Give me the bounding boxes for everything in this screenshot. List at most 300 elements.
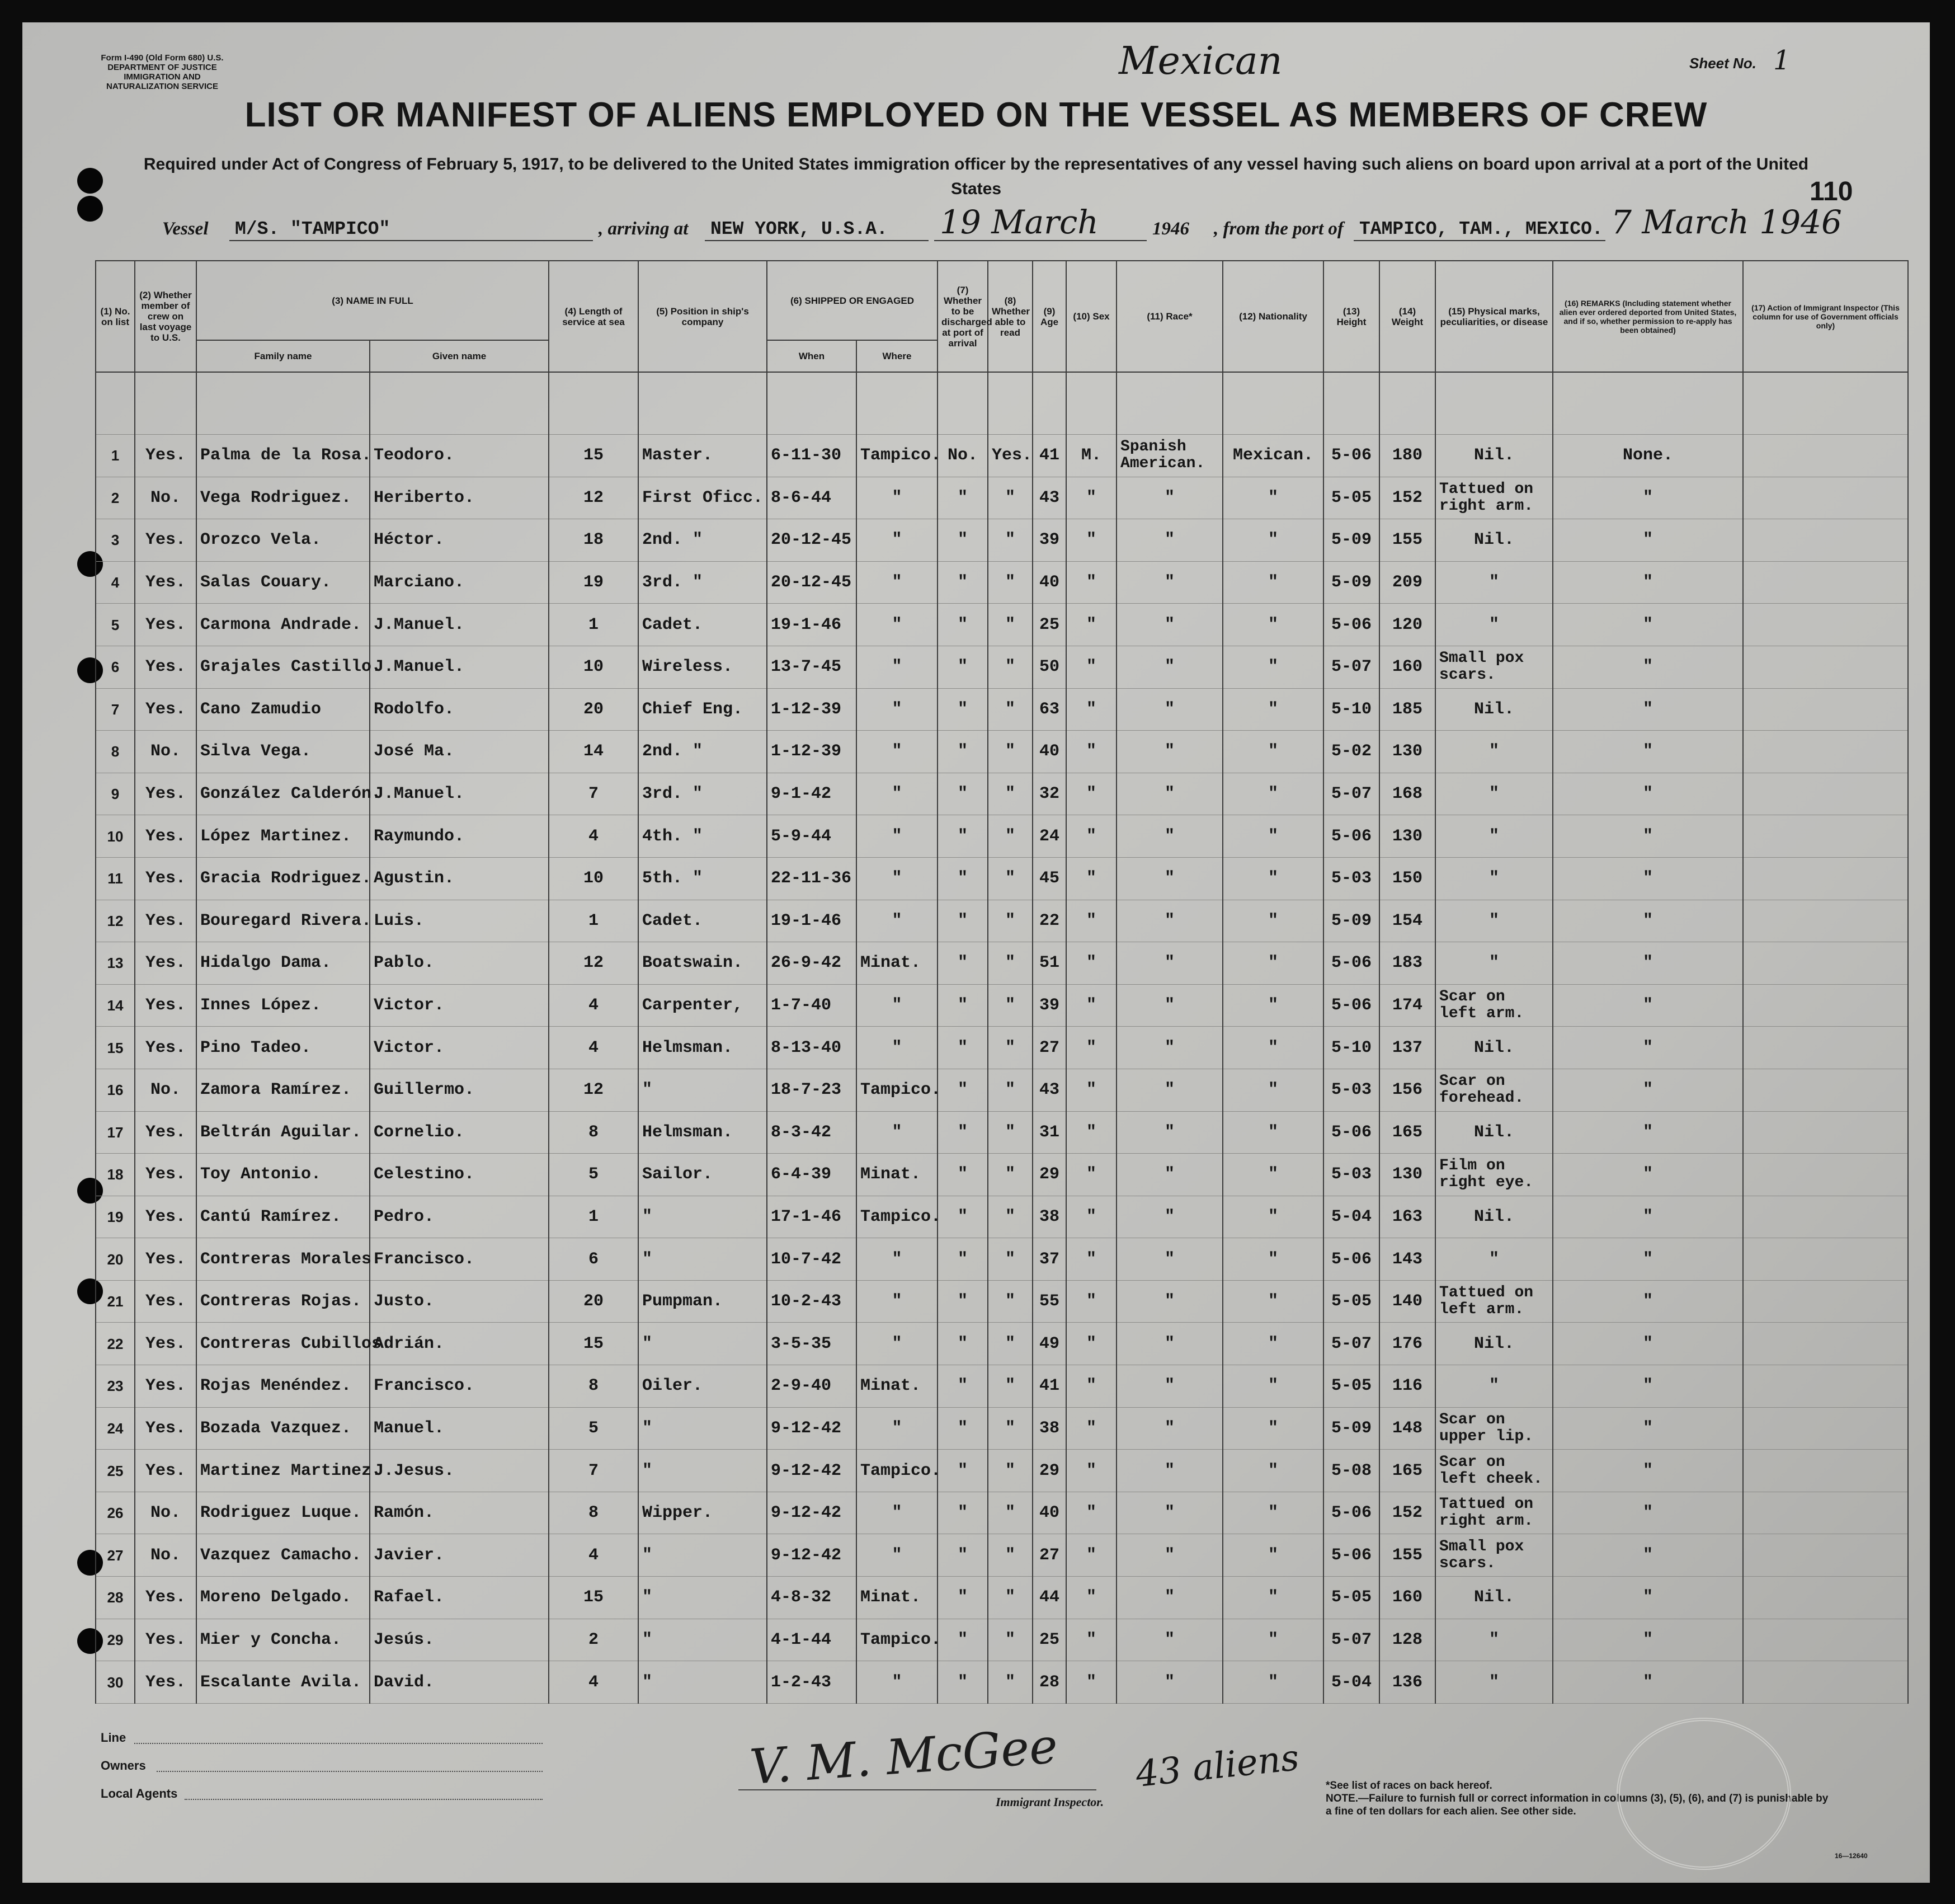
- cell-inspector-action: [1743, 815, 1908, 858]
- col-header-sex: (10) Sex: [1066, 261, 1117, 372]
- cell-weight: 130: [1379, 1154, 1435, 1196]
- cell-weight: 163: [1379, 1196, 1435, 1238]
- col-header-age: (9) Age: [1033, 261, 1066, 372]
- cell-discharged: ": [938, 1407, 988, 1450]
- cell-given: Marciano.: [370, 561, 549, 604]
- cell-race: ": [1117, 984, 1223, 1027]
- cell-when: 6-11-30: [767, 435, 856, 477]
- cell-remarks: ": [1553, 1661, 1743, 1704]
- cell-discharged: ": [938, 1323, 988, 1365]
- cell-nationality: ": [1223, 1492, 1323, 1534]
- cell-read: ": [988, 1280, 1033, 1323]
- handwritten-nationality: Mexican: [1119, 39, 1283, 83]
- cell-given: Manuel.: [370, 1407, 549, 1450]
- cell-nationality: ": [1223, 1365, 1323, 1408]
- cell-sex: ": [1066, 857, 1117, 900]
- cell-race: ": [1117, 1196, 1223, 1238]
- cell-age: 40: [1033, 1492, 1066, 1534]
- cell-height: 5-06: [1323, 815, 1379, 858]
- cell-sex: ": [1066, 942, 1117, 985]
- cell-inspector-action: [1743, 1111, 1908, 1154]
- cell-marks: Nil.: [1435, 1196, 1553, 1238]
- cell-marks: ": [1435, 1661, 1553, 1704]
- cell-position: ": [638, 1323, 767, 1365]
- cell-inspector-action: [1743, 773, 1908, 815]
- cell-weight: 155: [1379, 1534, 1435, 1577]
- cell-marks: Small pox scars.: [1435, 1534, 1553, 1577]
- cell-when: 17-1-46: [767, 1196, 856, 1238]
- cell-race: Spanish American.: [1117, 435, 1223, 477]
- owners-label: Owners: [101, 1759, 146, 1773]
- cell-no: 15: [96, 1027, 135, 1069]
- cell-height: 5-03: [1323, 857, 1379, 900]
- cell-read: ": [988, 942, 1033, 985]
- cell-height: 5-09: [1323, 519, 1379, 562]
- cell-position: Helmsman.: [638, 1027, 767, 1069]
- cell-sex: ": [1066, 1365, 1117, 1408]
- cell-last: Yes.: [135, 1111, 196, 1154]
- cell-given: J.Manuel.: [370, 646, 549, 688]
- cell-remarks: ": [1553, 1196, 1743, 1238]
- cell-race: ": [1117, 1027, 1223, 1069]
- cell-read: ": [988, 1450, 1033, 1492]
- cell-race: ": [1117, 1238, 1223, 1281]
- cell-nationality: ": [1223, 1534, 1323, 1577]
- cell-family: Moreno Delgado.: [196, 1577, 370, 1619]
- cell-weight: 155: [1379, 519, 1435, 562]
- cell-position: Wipper.: [638, 1492, 767, 1534]
- cell-read: ": [988, 773, 1033, 815]
- cell-last: Yes.: [135, 773, 196, 815]
- cell-no: 20: [96, 1238, 135, 1281]
- cell-remarks: ": [1553, 857, 1743, 900]
- cell-nationality: ": [1223, 1238, 1323, 1281]
- cell-sex: ": [1066, 1492, 1117, 1534]
- table-row: [96, 857, 1908, 900]
- cell-age: 45: [1033, 857, 1066, 900]
- cell-where: ": [856, 984, 938, 1027]
- cell-family: Cano Zamudio: [196, 688, 370, 731]
- cell-read: ": [988, 815, 1033, 858]
- sheet-number-value: 1: [1773, 45, 1791, 76]
- cell-marks: ": [1435, 857, 1553, 900]
- cell-weight: 130: [1379, 815, 1435, 858]
- cell-last: Yes.: [135, 1196, 196, 1238]
- cell-remarks: ": [1553, 688, 1743, 731]
- cell-no: 7: [96, 688, 135, 731]
- cell-no: 6: [96, 646, 135, 688]
- cell-family: Grajales Castillo.: [196, 646, 370, 688]
- cell-inspector-action: [1743, 731, 1908, 773]
- cell-sex: ": [1066, 1323, 1117, 1365]
- cell-where: Minat.: [856, 1154, 938, 1196]
- table-row: [96, 900, 1908, 942]
- cell-read: ": [988, 688, 1033, 731]
- cell-discharged: ": [938, 984, 988, 1027]
- col-header-name: (3) NAME IN FULL: [196, 261, 549, 340]
- cell-height: 5-05: [1323, 477, 1379, 519]
- cell-years: 12: [549, 1069, 638, 1111]
- cell-last: Yes.: [135, 900, 196, 942]
- cell-height: 5-05: [1323, 1577, 1379, 1619]
- cell-weight: 180: [1379, 435, 1435, 477]
- line-field: [134, 1743, 543, 1744]
- cell-last: Yes.: [135, 435, 196, 477]
- cell-where: ": [856, 604, 938, 646]
- cell-sex: ": [1066, 1661, 1117, 1704]
- cell-when: 18-7-23: [767, 1069, 856, 1111]
- cell-discharged: ": [938, 561, 988, 604]
- cell-given: Victor.: [370, 1027, 549, 1069]
- form-code: 16—12640: [1835, 1852, 1868, 1860]
- cell-nationality: ": [1223, 1619, 1323, 1661]
- cell-sex: ": [1066, 731, 1117, 773]
- cell-nationality: ": [1223, 731, 1323, 773]
- cell-sex: ": [1066, 773, 1117, 815]
- sheet-number-label: Sheet No.: [1689, 55, 1756, 72]
- cell-no: 14: [96, 984, 135, 1027]
- cell-discharged: ": [938, 1027, 988, 1069]
- cell-marks: ": [1435, 1238, 1553, 1281]
- cell-race: ": [1117, 646, 1223, 688]
- cell-read: ": [988, 731, 1033, 773]
- cell-weight: 183: [1379, 942, 1435, 985]
- arrival-date: 19 March: [940, 203, 1099, 241]
- cell-given: Heriberto.: [370, 477, 549, 519]
- cell-position: First Oficc.: [638, 477, 767, 519]
- cell-years: 2: [549, 1619, 638, 1661]
- cell-when: 8-6-44: [767, 477, 856, 519]
- cell-height: 5-09: [1323, 1407, 1379, 1450]
- cell-inspector-action: [1743, 900, 1908, 942]
- cell-sex: ": [1066, 900, 1117, 942]
- cell-where: Tampico.: [856, 1196, 938, 1238]
- cell-no: 28: [96, 1577, 135, 1619]
- col-header-family-name: Family name: [196, 340, 370, 372]
- cell-age: 37: [1033, 1238, 1066, 1281]
- cell-no: 11: [96, 857, 135, 900]
- cell-nationality: ": [1223, 1154, 1323, 1196]
- cell-remarks: ": [1553, 731, 1743, 773]
- cell-years: 15: [549, 435, 638, 477]
- cell-where: ": [856, 1238, 938, 1281]
- cell-position: 3rd. ": [638, 561, 767, 604]
- cell-age: 25: [1033, 604, 1066, 646]
- cell-race: ": [1117, 1661, 1223, 1704]
- cell-remarks: ": [1553, 1619, 1743, 1661]
- cell-marks: Tattued on left arm.: [1435, 1280, 1553, 1323]
- inspector-signature: V. M. McGee: [748, 1718, 1060, 1796]
- cell-where: ": [856, 477, 938, 519]
- cell-sex: ": [1066, 1027, 1117, 1069]
- cell-discharged: ": [938, 815, 988, 858]
- cell-height: 5-03: [1323, 1069, 1379, 1111]
- cell-race: ": [1117, 1407, 1223, 1450]
- cell-position: Cadet.: [638, 604, 767, 646]
- cell-race: ": [1117, 1323, 1223, 1365]
- cell-age: 50: [1033, 646, 1066, 688]
- cell-discharged: No.: [938, 435, 988, 477]
- cell-no: 27: [96, 1534, 135, 1577]
- col-header-weight: (14) Weight: [1379, 261, 1435, 372]
- cell-years: 1: [549, 900, 638, 942]
- cell-nationality: ": [1223, 984, 1323, 1027]
- cell-height: 5-07: [1323, 1323, 1379, 1365]
- cell-race: ": [1117, 1492, 1223, 1534]
- cell-discharged: ": [938, 731, 988, 773]
- cell-read: ": [988, 1027, 1033, 1069]
- cell-sex: ": [1066, 1111, 1117, 1154]
- cell-remarks: ": [1553, 1407, 1743, 1450]
- cell-weight: 185: [1379, 688, 1435, 731]
- cell-no: 30: [96, 1661, 135, 1704]
- cell-height: 5-07: [1323, 773, 1379, 815]
- cell-marks: ": [1435, 731, 1553, 773]
- col-header-read: (8) Whether able to read: [988, 261, 1033, 372]
- cell-remarks: ": [1553, 477, 1743, 519]
- cell-years: 5: [549, 1407, 638, 1450]
- cell-when: 2-9-40: [767, 1365, 856, 1408]
- cell-inspector-action: [1743, 1323, 1908, 1365]
- cell-weight: 120: [1379, 604, 1435, 646]
- cell-position: 2nd. ": [638, 519, 767, 562]
- cell-height: 5-06: [1323, 435, 1379, 477]
- cell-age: 40: [1033, 731, 1066, 773]
- cell-last: No.: [135, 1534, 196, 1577]
- cell-read: ": [988, 984, 1033, 1027]
- cell-height: 5-04: [1323, 1661, 1379, 1704]
- cell-when: 1-7-40: [767, 984, 856, 1027]
- cell-given: J.Jesus.: [370, 1450, 549, 1492]
- cell-race: ": [1117, 1450, 1223, 1492]
- cell-position: Oiler.: [638, 1365, 767, 1408]
- cell-when: 8-13-40: [767, 1027, 856, 1069]
- cell-when: 20-12-45: [767, 561, 856, 604]
- cell-race: ": [1117, 815, 1223, 858]
- cell-family: Contreras Rojas.: [196, 1280, 370, 1323]
- cell-age: 41: [1033, 435, 1066, 477]
- cell-no: 24: [96, 1407, 135, 1450]
- cell-remarks: ": [1553, 1365, 1743, 1408]
- cell-inspector-action: [1743, 688, 1908, 731]
- cell-weight: 143: [1379, 1238, 1435, 1281]
- col-header-race: (11) Race*: [1117, 261, 1223, 372]
- cell-remarks: ": [1553, 984, 1743, 1027]
- table-row: [96, 435, 1908, 477]
- cell-years: 4: [549, 1027, 638, 1069]
- cell-when: 9-12-42: [767, 1407, 856, 1450]
- cell-sex: ": [1066, 815, 1117, 858]
- cell-family: Vazquez Camacho.: [196, 1534, 370, 1577]
- cell-discharged: ": [938, 1492, 988, 1534]
- cell-read: ": [988, 604, 1033, 646]
- cell-read: ": [988, 1534, 1033, 1577]
- cell-when: 4-1-44: [767, 1619, 856, 1661]
- cell-given: Luis.: [370, 900, 549, 942]
- cell-remarks: ": [1553, 1323, 1743, 1365]
- cell-nationality: ": [1223, 1323, 1323, 1365]
- cell-nationality: Mexican.: [1223, 435, 1323, 477]
- cell-read: ": [988, 561, 1033, 604]
- cell-position: Boatswain.: [638, 942, 767, 985]
- table-row: [96, 1027, 1908, 1069]
- cell-years: 8: [549, 1492, 638, 1534]
- cell-read: ": [988, 1661, 1033, 1704]
- cell-race: ": [1117, 731, 1223, 773]
- col-header-given-name: Given name: [370, 340, 549, 372]
- cell-remarks: ": [1553, 1280, 1743, 1323]
- cell-inspector-action: [1743, 604, 1908, 646]
- table-row: [96, 604, 1908, 646]
- cell-given: Ramón.: [370, 1492, 549, 1534]
- cell-sex: ": [1066, 1577, 1117, 1619]
- cell-nationality: ": [1223, 1111, 1323, 1154]
- cell-no: 29: [96, 1619, 135, 1661]
- cell-sex: ": [1066, 519, 1117, 562]
- cell-discharged: ": [938, 773, 988, 815]
- cell-when: 26-9-42: [767, 942, 856, 985]
- cell-sex: ": [1066, 984, 1117, 1027]
- cell-when: 13-7-45: [767, 646, 856, 688]
- cell-years: 20: [549, 688, 638, 731]
- cell-inspector-action: [1743, 1619, 1908, 1661]
- cell-position: ": [638, 1407, 767, 1450]
- cell-years: 6: [549, 1238, 638, 1281]
- cell-when: 3-5-35: [767, 1323, 856, 1365]
- cell-height: 5-02: [1323, 731, 1379, 773]
- form-identifier: Form I-490 (Old Form 680) U.S. DEPARTMENT OF JUSTICE IMMIGRATION AND NATURALIZATION SERVICE: [101, 53, 224, 91]
- cell-given: Victor.: [370, 984, 549, 1027]
- cell-read: ": [988, 1365, 1033, 1408]
- cell-family: González Calderón.: [196, 773, 370, 815]
- cell-inspector-action: [1743, 1196, 1908, 1238]
- cell-family: Contreras Morales.: [196, 1238, 370, 1281]
- page-number: 110: [1810, 177, 1853, 206]
- cell-last: Yes.: [135, 1154, 196, 1196]
- cell-family: Hidalgo Dama.: [196, 942, 370, 985]
- local-agents-label: Local Agents: [101, 1787, 178, 1800]
- cell-inspector-action: [1743, 1280, 1908, 1323]
- cell-where: Minat.: [856, 942, 938, 985]
- cell-family: Silva Vega.: [196, 731, 370, 773]
- cell-weight: 130: [1379, 731, 1435, 773]
- cell-inspector-action: [1743, 519, 1908, 562]
- cell-age: 51: [1033, 942, 1066, 985]
- cell-height: 5-06: [1323, 1238, 1379, 1281]
- cell-no: 19: [96, 1196, 135, 1238]
- cell-discharged: ": [938, 646, 988, 688]
- cell-race: ": [1117, 1154, 1223, 1196]
- cell-remarks: ": [1553, 1450, 1743, 1492]
- table-row: [96, 561, 1908, 604]
- departure-date: 7 March 1946: [1611, 203, 1842, 241]
- cell-given: J.Manuel.: [370, 773, 549, 815]
- cell-sex: ": [1066, 477, 1117, 519]
- cell-age: 27: [1033, 1027, 1066, 1069]
- cell-when: 5-9-44: [767, 815, 856, 858]
- cell-years: 7: [549, 1450, 638, 1492]
- cell-where: ": [856, 773, 938, 815]
- table-row: [96, 984, 1908, 1027]
- cell-weight: 160: [1379, 646, 1435, 688]
- cell-height: 5-06: [1323, 984, 1379, 1027]
- line-label: Line: [101, 1731, 126, 1745]
- table-row: [96, 1577, 1908, 1619]
- cell-race: ": [1117, 1280, 1223, 1323]
- table-row: [96, 688, 1908, 731]
- cell-marks: ": [1435, 1365, 1553, 1408]
- cell-nationality: ": [1223, 900, 1323, 942]
- table-row: [96, 1323, 1908, 1365]
- cell-nationality: ": [1223, 561, 1323, 604]
- aliens-count-note: 43 aliens: [1133, 1737, 1301, 1796]
- cell-age: 39: [1033, 984, 1066, 1027]
- table-body: [96, 372, 1908, 1703]
- cell-no: 17: [96, 1111, 135, 1154]
- cell-weight: 148: [1379, 1407, 1435, 1450]
- cell-marks: Scar on left arm.: [1435, 984, 1553, 1027]
- table-spacer-row: [96, 372, 1908, 435]
- cell-years: 12: [549, 942, 638, 985]
- cell-nationality: ": [1223, 1069, 1323, 1111]
- cell-when: 4-8-32: [767, 1577, 856, 1619]
- cell-sex: ": [1066, 1238, 1117, 1281]
- arriving-port: NEW YORK, U.S.A.: [710, 219, 888, 239]
- cell-height: 5-10: [1323, 1027, 1379, 1069]
- cell-last: Yes.: [135, 1577, 196, 1619]
- cell-remarks: ": [1553, 1027, 1743, 1069]
- cell-age: 29: [1033, 1450, 1066, 1492]
- cell-given: Adrián.: [370, 1323, 549, 1365]
- cell-family: Zamora Ramírez.: [196, 1069, 370, 1111]
- cell-given: Pablo.: [370, 942, 549, 985]
- cell-height: 5-05: [1323, 1280, 1379, 1323]
- cell-family: Orozco Vela.: [196, 519, 370, 562]
- cell-no: 26: [96, 1492, 135, 1534]
- cell-age: 31: [1033, 1111, 1066, 1154]
- cell-when: 1-12-39: [767, 688, 856, 731]
- cell-where: ": [856, 857, 938, 900]
- cell-position: ": [638, 1661, 767, 1704]
- cell-marks: Small pox scars.: [1435, 646, 1553, 688]
- cell-given: Rafael.: [370, 1577, 549, 1619]
- cell-read: ": [988, 1238, 1033, 1281]
- cell-sex: ": [1066, 1154, 1117, 1196]
- cell-read: Yes.: [988, 435, 1033, 477]
- cell-family: Toy Antonio.: [196, 1154, 370, 1196]
- table-row: [96, 1238, 1908, 1281]
- cell-family: Contreras Cubillos.: [196, 1323, 370, 1365]
- cell-years: 10: [549, 646, 638, 688]
- cell-last: Yes.: [135, 1450, 196, 1492]
- cell-read: ": [988, 1577, 1033, 1619]
- cell-height: 5-06: [1323, 1492, 1379, 1534]
- cell-marks: ": [1435, 1619, 1553, 1661]
- cell-age: 32: [1033, 773, 1066, 815]
- cell-remarks: ": [1553, 604, 1743, 646]
- cell-weight: 156: [1379, 1069, 1435, 1111]
- cell-race: ": [1117, 857, 1223, 900]
- cell-inspector-action: [1743, 1534, 1908, 1577]
- cell-family: Vega Rodriguez.: [196, 477, 370, 519]
- cell-years: 4: [549, 1661, 638, 1704]
- col-header-last-voyage: (2) Whether member of crew on last voyage to U.S.: [135, 261, 196, 372]
- cell-where: ": [856, 1661, 938, 1704]
- cell-given: Agustin.: [370, 857, 549, 900]
- col-header-discharged: (7) Whether to be discharged at port of arrival: [938, 261, 988, 372]
- cell-no: 18: [96, 1154, 135, 1196]
- cell-position: ": [638, 1577, 767, 1619]
